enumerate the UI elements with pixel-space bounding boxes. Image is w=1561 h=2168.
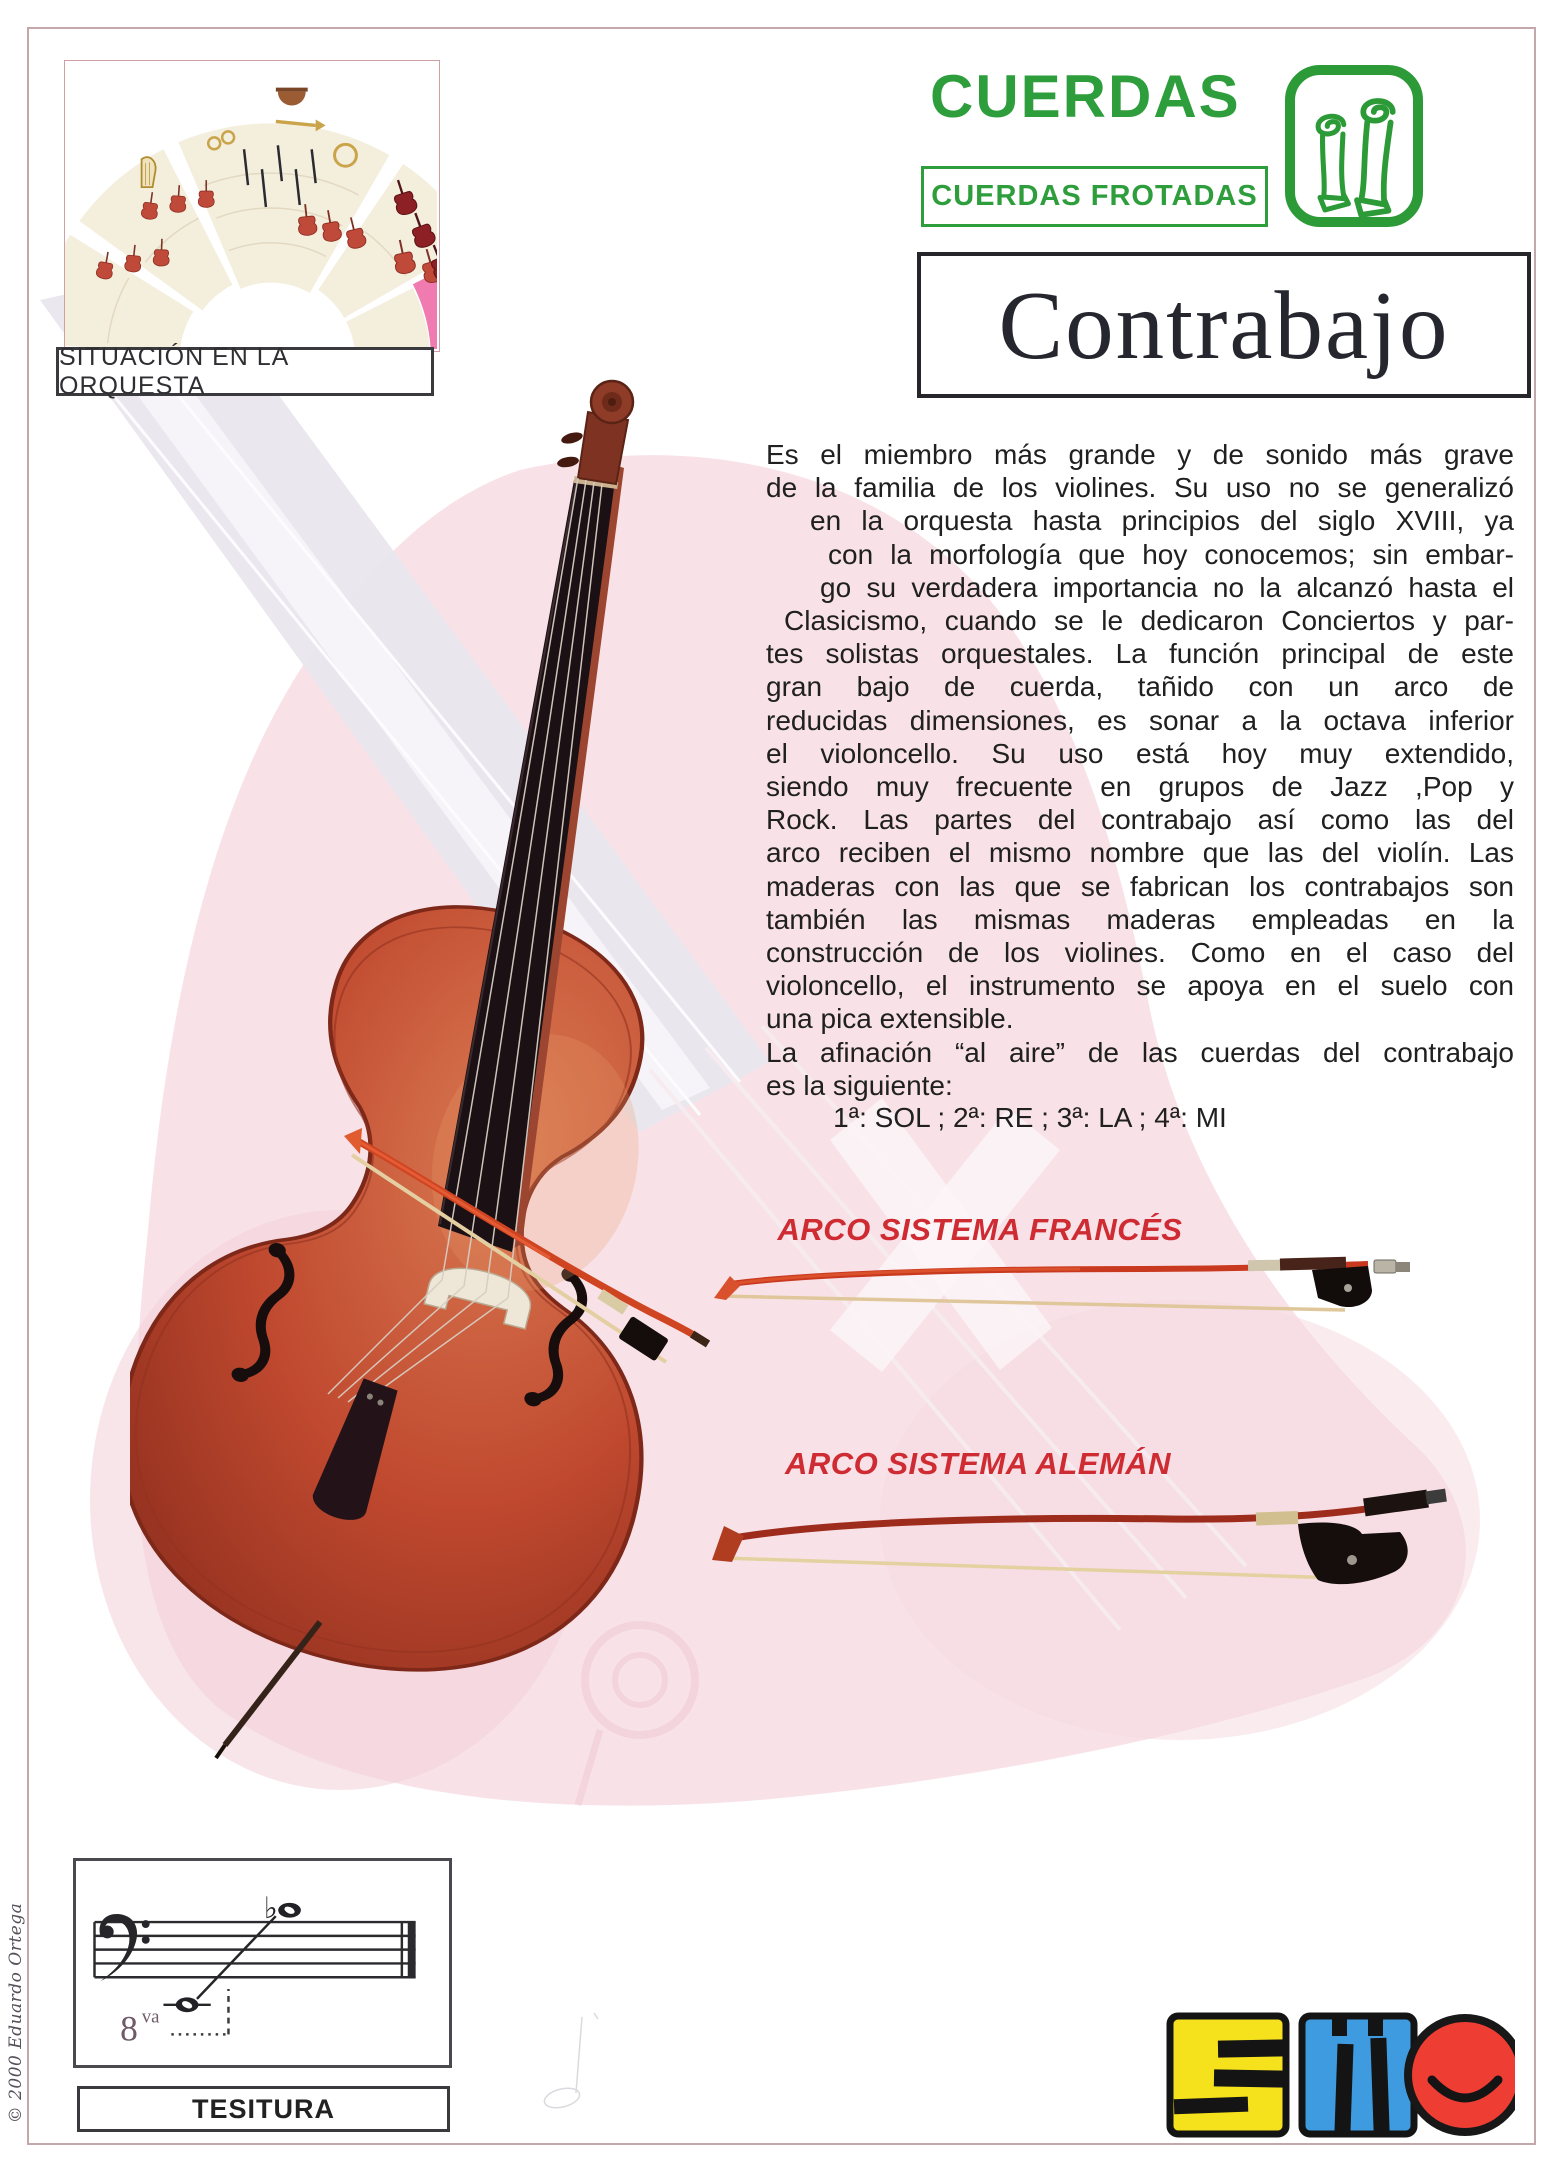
body-text-line: go su verdadera importancia no la alcanzó hasta el xyxy=(820,571,1514,603)
copyright-credit: © 2000 Eduardo Ortega xyxy=(6,1902,26,2124)
timpani-icon xyxy=(276,88,308,106)
body-text-line: gran bajo de cuerda, tañido con un arco de xyxy=(766,671,1514,703)
instrument-title: Contrabajo xyxy=(998,271,1450,379)
body-text-line: siendo muy frecuente en grupos de Jazz ,Pop y xyxy=(766,771,1514,803)
high-note xyxy=(278,1903,301,1918)
body-paragraph xyxy=(766,438,1514,1102)
subfamily-label: CUERDAS FROTADAS xyxy=(931,180,1258,212)
violin-scrolls-icon xyxy=(1284,64,1424,228)
body-text-line: el violoncello. Su uso está hoy muy extendido, xyxy=(766,737,1514,769)
body-text-line: también las mismas maderas empleadas en la xyxy=(766,903,1514,935)
svg-text:va: va xyxy=(141,2006,160,2028)
french-bow-image xyxy=(700,1238,1480,1353)
body-text-line: Es el miembro más grande y de sonido más grave xyxy=(766,439,1514,470)
body-text-line: construcción de los violines. Como en el caso del xyxy=(766,937,1514,969)
emo-logo xyxy=(1160,2008,1515,2148)
piano-keys-icon xyxy=(1170,2016,1286,2134)
smile-circle-icon xyxy=(1408,2018,1515,2132)
body-text-line: una pica extensible. xyxy=(766,1003,1014,1035)
german-bow-label: ARCO SISTEMA ALEMÁN xyxy=(784,1446,1172,1481)
low-note xyxy=(176,1997,199,2012)
body-text-line: tes solistas orquestales. La función principal de este xyxy=(766,638,1514,670)
family-title: CUERDAS xyxy=(930,63,1241,130)
french-bow-label: ARCO SISTEMA FRANCÉS xyxy=(777,1212,1183,1247)
orchestra-caption: SITUACIÓN EN LA ORQUESTA xyxy=(59,342,288,400)
subfamily-badge xyxy=(921,166,1268,227)
body-text-line: en la orquesta hasta principios del siglo XVIII, ya xyxy=(810,505,1514,537)
body-text-line: arco reciben el mismo nombre que las del violín. Las xyxy=(766,837,1514,869)
flat-sign: ♭ xyxy=(263,1891,278,1926)
sketch-note-watermark xyxy=(520,2005,680,2135)
contrabass-photo xyxy=(130,360,720,1770)
body-text-line: con la morfología que hoy conocemos; sin embar- xyxy=(828,538,1514,570)
tessitura-caption: TESITURA xyxy=(192,2093,335,2124)
body-text-line: maderas con las que se fabrican los contrabajos son xyxy=(766,870,1514,902)
body-text-line: violoncello, el instrumento se apoya en el suelo con xyxy=(766,970,1514,1002)
body-text-line: La afinación “al aire” de las cuerdas del contrabajo xyxy=(766,1036,1514,1068)
body-text-line: Rock. Las partes del contrabajo así como las del xyxy=(766,804,1514,836)
octave-marking xyxy=(120,1989,228,2048)
body-text-line: reducidas dimensiones, es sonar a la octava inferior xyxy=(766,704,1514,736)
tessitura-staff-image xyxy=(76,1861,443,2059)
body-text-line: Clasicismo, cuando se le dedicaron Conciertos y par- xyxy=(784,605,1514,637)
bass-clef-icon xyxy=(100,1914,150,1981)
svg-text:8: 8 xyxy=(120,2008,138,2049)
german-bow-image xyxy=(700,1468,1495,1618)
tessitura-box xyxy=(73,1858,452,2068)
tuning-line: 1ª: SOL ; 2ª: RE ; 3ª: LA ; 4ª: MI xyxy=(833,1102,1227,1133)
orchestra-caption-box xyxy=(56,342,434,400)
instrument-title-box xyxy=(917,252,1531,398)
orchestra-fan-diagram xyxy=(65,61,437,349)
harp-icon xyxy=(142,157,156,187)
tessitura-caption-box xyxy=(77,2086,450,2132)
orchestra-map-box xyxy=(64,60,440,352)
body-text-line: de la familia de los violines. Su uso no se generalizó xyxy=(766,472,1514,504)
body-text-line: es la siguiente: xyxy=(766,1069,953,1101)
m-bars-icon xyxy=(1302,2016,1414,2134)
